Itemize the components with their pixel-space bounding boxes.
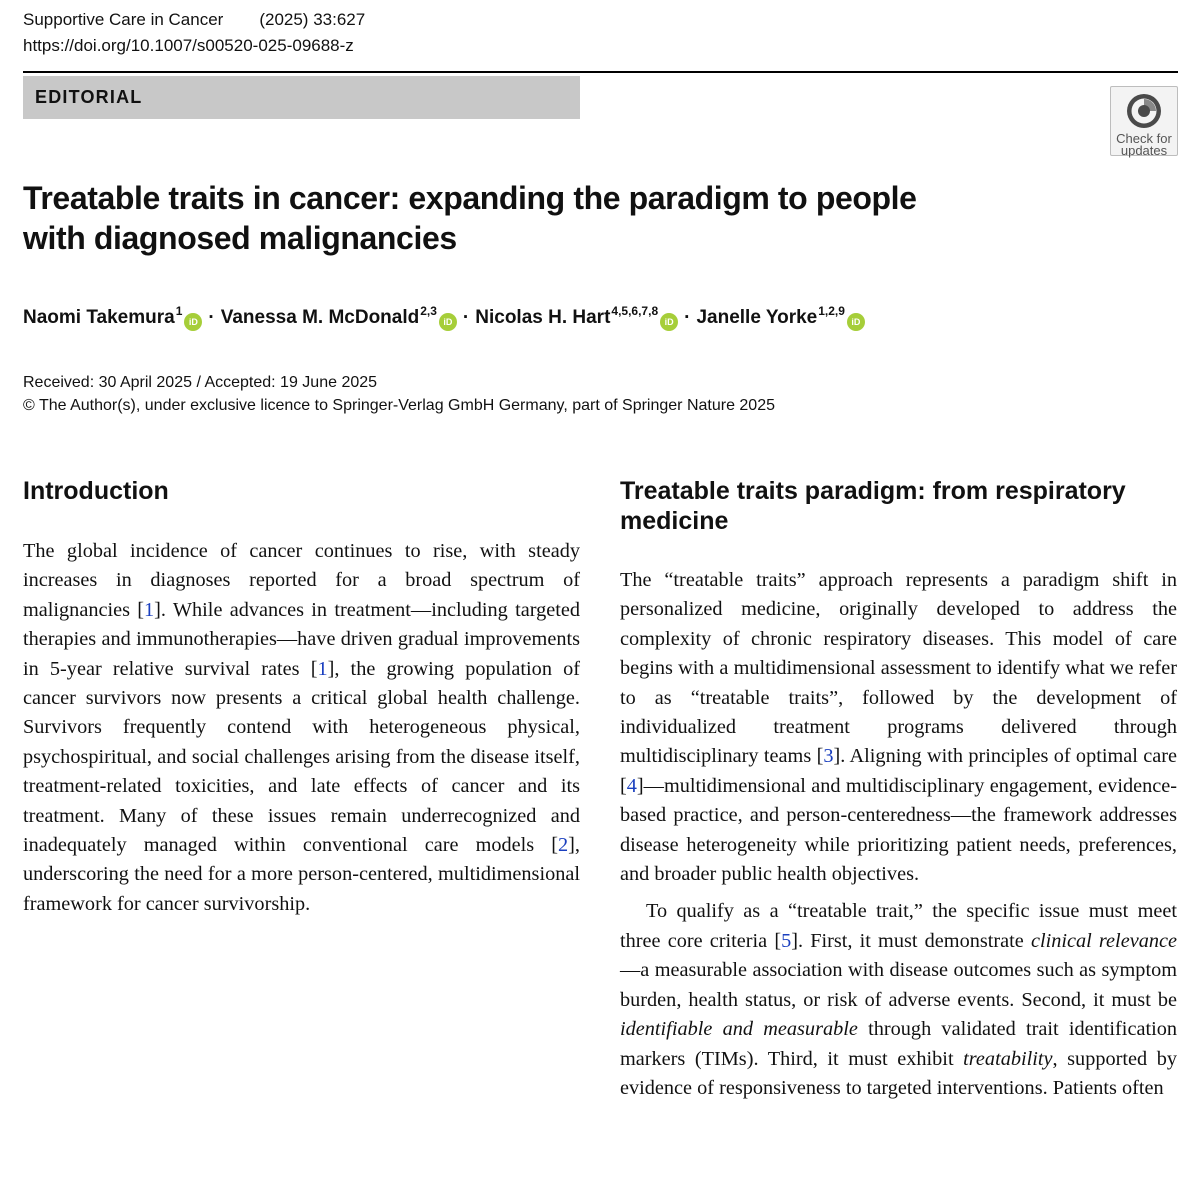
intro-paragraph: The global incidence of cancer continues to rise, with steady increases in diagnoses reported for a broad spectrum of malignancies [1]. While advances in treatment—including targeted therapies and immunotherapies—have driven gradual improvements in 5-year relative survival rates [1], the growing population of cancer survivors now presents a critical global health challenge. Survivors frequently contend with heterogeneous physical, psychospiritual, and social challenges arising from the disease itself, treatment-related toxicities, and late effects of cancer and its treatment. Many of these issues remain underrecognized and inadequately managed within conventional care models [2], underscoring the need for a more person-centered, multidimensional framework for cancer survivorship.: [23, 540, 581, 915]
author-name[interactable]: Vanessa M. McDonald: [220, 307, 420, 328]
article-type-label: EDITORIAL: [35, 87, 143, 107]
author-separator: ·: [208, 307, 215, 328]
citation-link[interactable]: 1: [144, 598, 155, 621]
orcid-icon[interactable]: iD: [184, 313, 202, 331]
author-name[interactable]: Naomi Takemura: [23, 307, 175, 328]
dates-line: Received: 30 April 2025 / Accepted: 19 June 2025: [23, 374, 378, 391]
orcid-icon[interactable]: iD: [439, 313, 457, 331]
citation-link[interactable]: 4: [626, 774, 637, 797]
journal-header: [23, 10, 365, 30]
author-name[interactable]: Janelle Yorke: [696, 307, 818, 328]
article-title: Treatable traits in cancer: expanding the paradigm to people with diagnosed malignancies: [23, 180, 917, 256]
paradigm-heading: Treatable traits paradigm: from respiratory medicine: [620, 477, 1126, 535]
author-affiliation: 2,3: [420, 304, 437, 318]
paradigm-paragraph-1: The “treatable traits” approach represents a paradigm shift in personalized medicine, originally developed to address the complexity of chronic respiratory diseases. This model of care begins with a multidimensional assessment to identify what we refer to as “treatable traits”, followed by the development of individualized treatment programs delivered through multidisciplinary teams [3]. Aligning with principles of optimal care [4]—multidimensional and multidisciplinary engagement, evidence-based practice, and person-centeredness—the framework addresses disease heterogeneity while prioritizing patient needs, preferences, and broader public health objectives.: [620, 569, 1177, 886]
author-separator: ·: [684, 307, 691, 328]
journal-volume: (2025) 33:627: [259, 10, 366, 29]
intro-heading: Introduction: [23, 477, 169, 505]
citation-link[interactable]: 2: [558, 834, 569, 857]
intro-column: [23, 537, 580, 919]
paradigm-column: [620, 566, 1177, 1103]
paradigm-paragraph-2: To qualify as a “treatable trait,” the specific issue must meet three core criteria [5]. First, it must demonstrate clinical relevance—a measurable association with disease outcomes such as symptom burden, health status, or risk of adverse events. Second, it must be identifiable and measurable through validated trait identification markers (TIMs). Third, it must exhibit treatability, supported by evidence of responsiveness to targeted interventions. Patients often: [620, 900, 1178, 1099]
author-separator: ·: [462, 307, 470, 328]
author-list: [23, 304, 865, 331]
article-type-bar: [23, 76, 580, 119]
citation-link[interactable]: 1: [317, 657, 328, 680]
check-updates-text: Check for updates: [1116, 131, 1172, 158]
header-rule: [23, 71, 1178, 73]
check-for-updates-button[interactable]: [1110, 86, 1178, 156]
orcid-icon[interactable]: iD: [847, 313, 865, 331]
check-updates-icon: [1124, 91, 1164, 131]
doi-link[interactable]: https://doi.org/10.1007/s00520-025-09688-z: [23, 36, 354, 55]
citation-link[interactable]: 3: [823, 745, 834, 768]
author-name[interactable]: Nicolas H. Hart: [475, 307, 611, 328]
orcid-icon[interactable]: iD: [660, 313, 678, 331]
citation-link[interactable]: 5: [781, 929, 792, 952]
copyright-line: © The Author(s), under exclusive licence to Springer-Verlag GmbH Germany, part of Springer Nature 2025: [23, 397, 775, 414]
author-affiliation: 4,5,6,7,8: [611, 304, 659, 318]
author-affiliation: 1: [175, 304, 183, 318]
journal-name: Supportive Care in Cancer: [23, 10, 224, 29]
author-affiliation: 1,2,9: [818, 304, 845, 318]
